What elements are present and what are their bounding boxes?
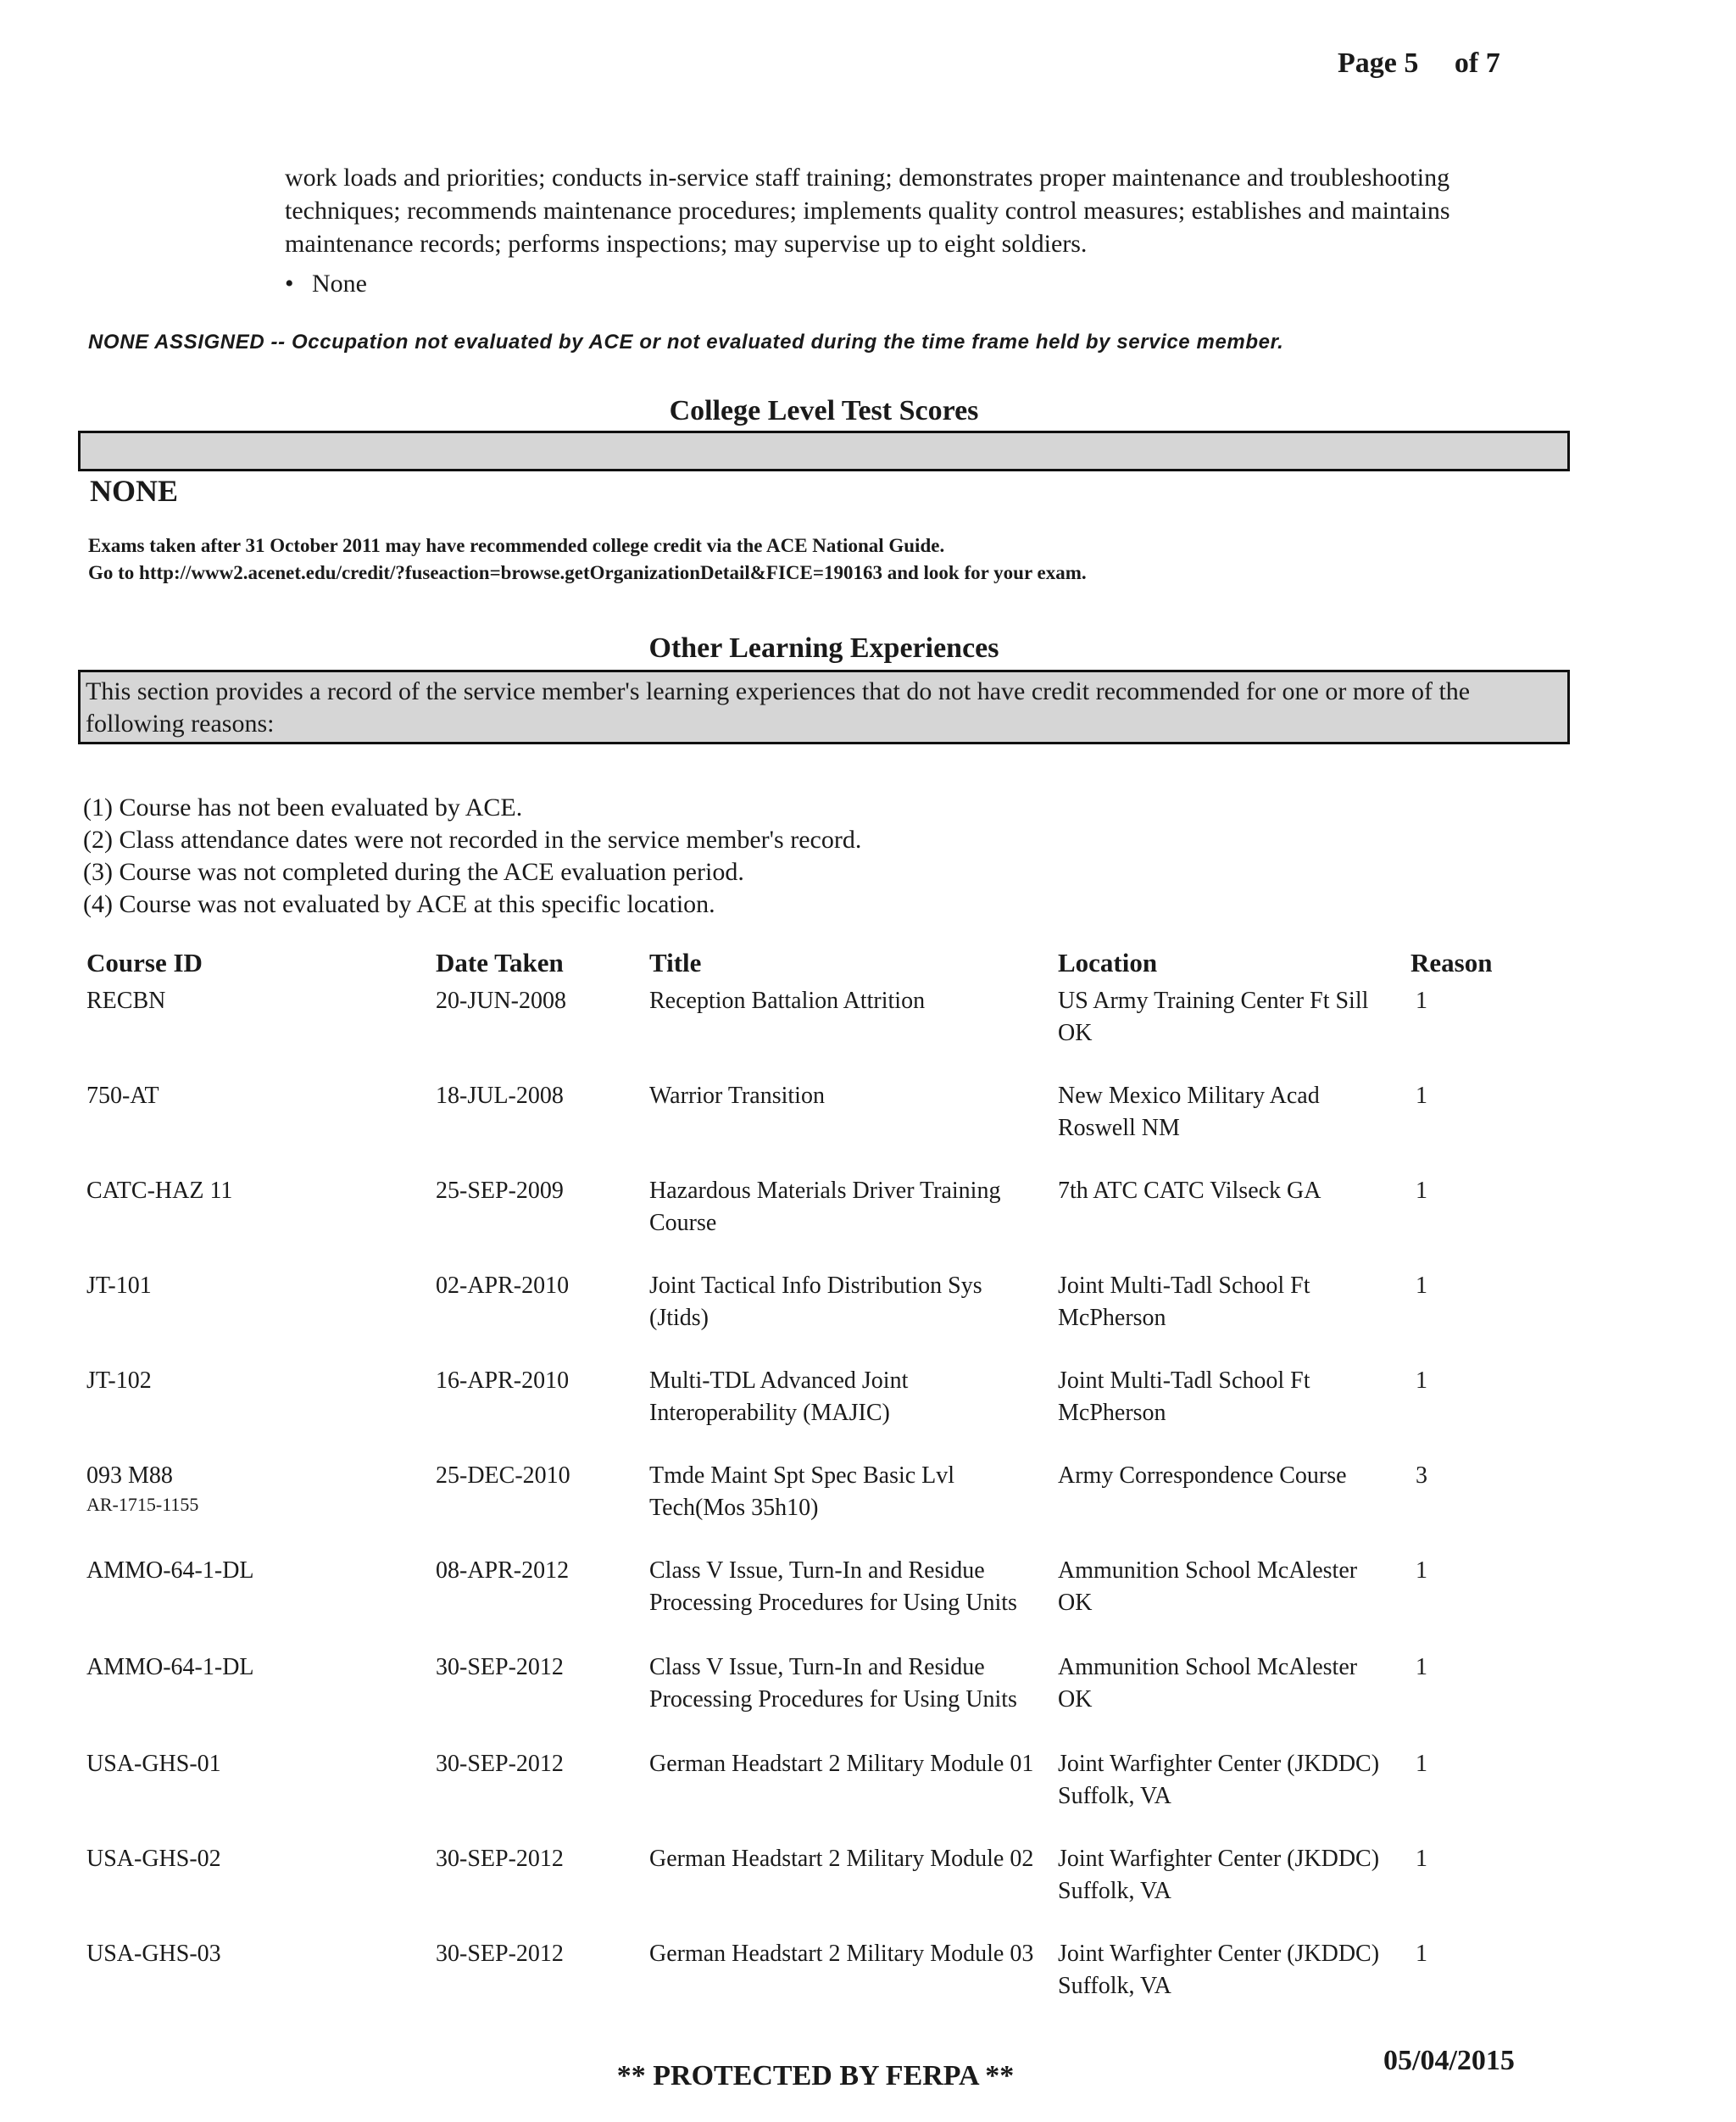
cell-title: German Headstart 2 Military Module 02 [649,1846,1034,1872]
cell-location: Army Correspondence Course [1058,1462,1347,1489]
cell-title: Reception Battalion Attrition [649,988,926,1014]
cell-reason: 1 [1416,1846,1427,1872]
cell-reason: 1 [1416,1654,1427,1680]
exam-note-line2: Go to http://www2.acenet.edu/credit/?fuseaction=browse.getOrganizationDetail&FICE=190163 and look for your exam. [88,562,1087,583]
cell-reason: 1 [1416,1083,1427,1109]
cell-date-taken: 30-SEP-2012 [436,1654,564,1680]
cell-date-taken: 08-APR-2012 [436,1557,570,1584]
bullet-item [285,267,367,300]
cell-course-id [86,1460,409,1518]
cell-reason: 1 [1416,1751,1427,1777]
cell-location: 7th ATC CATC Vilseck GA [1058,1178,1321,1204]
cell-course-id: USA-GHS-01 [86,1751,221,1777]
cell-course-id: JT-102 [86,1367,152,1394]
column-header-reason: Reason [1410,948,1493,977]
cell-reason: 1 [1416,1178,1427,1204]
reason-item: (2) Class attendance dates were not recorded in the service member's record. [83,826,862,854]
cell-date-taken: 18-JUL-2008 [436,1083,564,1109]
cell-title: German Headstart 2 Military Module 03 [649,1941,1034,1967]
reasons-list [83,792,861,921]
bullet-icon: • [285,270,294,298]
cell-location: Joint Warfighter Center (JKDDC) Suffolk, VA [1058,1846,1380,1904]
cell-reason: 1 [1416,1273,1427,1299]
page-total: 7 [1485,47,1500,79]
cell-course-id: CATC-HAZ 11 [86,1178,233,1204]
bullet-text: None [312,270,367,298]
cell-title: Hazardous Materials Driver Training Course [649,1178,1001,1236]
cell-course-id-sub: AR-1715-1155 [86,1494,199,1515]
cell-location: Joint Multi-Tadl School Ft McPherson [1058,1273,1310,1331]
cell-course-id: AMMO-64-1-DL [86,1654,254,1680]
cell-date-taken: 16-APR-2010 [436,1367,570,1394]
clt-header-bar [78,431,1570,471]
cell-date-taken: 02-APR-2010 [436,1273,570,1299]
cell-date-taken: 20-JUN-2008 [436,988,566,1014]
cell-location: Joint Warfighter Center (JKDDC) Suffolk, VA [1058,1751,1380,1809]
cell-location: Ammunition School McAlester OK [1058,1654,1358,1713]
reason-item: (3) Course was not completed during the ACE evaluation period. [83,858,744,886]
column-header-course-id: Course ID [86,948,203,977]
exam-note [88,532,1087,587]
reason-item: (4) Course was not evaluated by ACE at this specific location. [83,890,715,918]
cell-date-taken: 25-SEP-2009 [436,1178,564,1204]
none-assigned-note: NONE ASSIGNED -- Occupation not evaluated by ACE or not evaluated during the time frame held by service member. [88,331,1284,354]
cell-reason: 1 [1416,1941,1427,1967]
column-header-date-taken: Date Taken [436,948,564,977]
cell-reason: 3 [1416,1462,1427,1489]
cell-course-id: RECBN [86,988,166,1014]
cell-location: US Army Training Center Ft Sill OK [1058,988,1369,1046]
page-label: Page 5 [1338,47,1419,79]
cell-reason: 1 [1416,1367,1427,1394]
ferpa-notice: ** PROTECTED BY FERPA ** [616,2060,1015,2091]
cell-title: Class V Issue, Turn-In and Residue Processing Procedures for Using Units [649,1654,1017,1713]
page-number [1338,47,1500,80]
cell-location: Ammunition School McAlester OK [1058,1557,1358,1616]
cell-location: Joint Warfighter Center (JKDDC) Suffolk, VA [1058,1941,1380,1999]
column-header-title: Title [649,948,702,977]
cell-course-id: USA-GHS-03 [86,1941,221,1967]
cell-title: Tmde Maint Spt Spec Basic Lvl Tech(Mos 35h10) [649,1462,955,1521]
cell-course-id: USA-GHS-02 [86,1846,221,1872]
cell-course-id: AMMO-64-1-DL [86,1557,254,1584]
cell-location: New Mexico Military Acad Roswell NM [1058,1083,1320,1141]
cell-title: German Headstart 2 Military Module 01 [649,1751,1034,1777]
clt-section-title: College Level Test Scores [669,395,979,426]
duty-description-continued: work loads and priorities; conducts in-service staff training; demonstrates proper maintenance and troubleshooting techniques; recommends maintenance procedures; implements quality control measures; establishes and maintains maintenance records; performs inspections; may supervise up to eight soldiers. [285,164,1450,258]
clt-none-label: NONE [90,474,179,508]
cell-course-id: JT-101 [86,1273,152,1299]
cell-course-id: 750-AT [86,1083,159,1109]
of-label: of [1454,47,1479,79]
reason-item: (1) Course has not been evaluated by ACE. [83,794,523,822]
cell-date-taken: 30-SEP-2012 [436,1846,564,1872]
exam-note-line1: Exams taken after 31 October 2011 may have recommended college credit via the ACE National Guide. [88,535,945,556]
cell-title: Joint Tactical Info Distribution Sys (Jtids) [649,1273,982,1331]
ole-intro-box: This section provides a record of the service member's learning experiences that do not have credit recommended for one or more of the following reasons: [78,670,1570,744]
cell-title: Multi-TDL Advanced Joint Interoperability (MAJIC) [649,1367,909,1426]
cell-date-taken: 25-DEC-2010 [436,1462,570,1489]
cell-course-id-main: 093 M88 [86,1462,173,1489]
footer-date: 05/04/2015 [1383,2045,1515,2076]
cell-location: Joint Multi-Tadl School Ft McPherson [1058,1367,1310,1426]
column-header-location: Location [1058,948,1158,977]
cell-title: Warrior Transition [649,1083,825,1109]
cell-date-taken: 30-SEP-2012 [436,1941,564,1967]
ole-section-title: Other Learning Experiences [648,632,999,664]
cell-title: Class V Issue, Turn-In and Residue Processing Procedures for Using Units [649,1557,1017,1616]
cell-date-taken: 30-SEP-2012 [436,1751,564,1777]
cell-reason: 1 [1416,1557,1427,1584]
cell-reason: 1 [1416,988,1427,1014]
